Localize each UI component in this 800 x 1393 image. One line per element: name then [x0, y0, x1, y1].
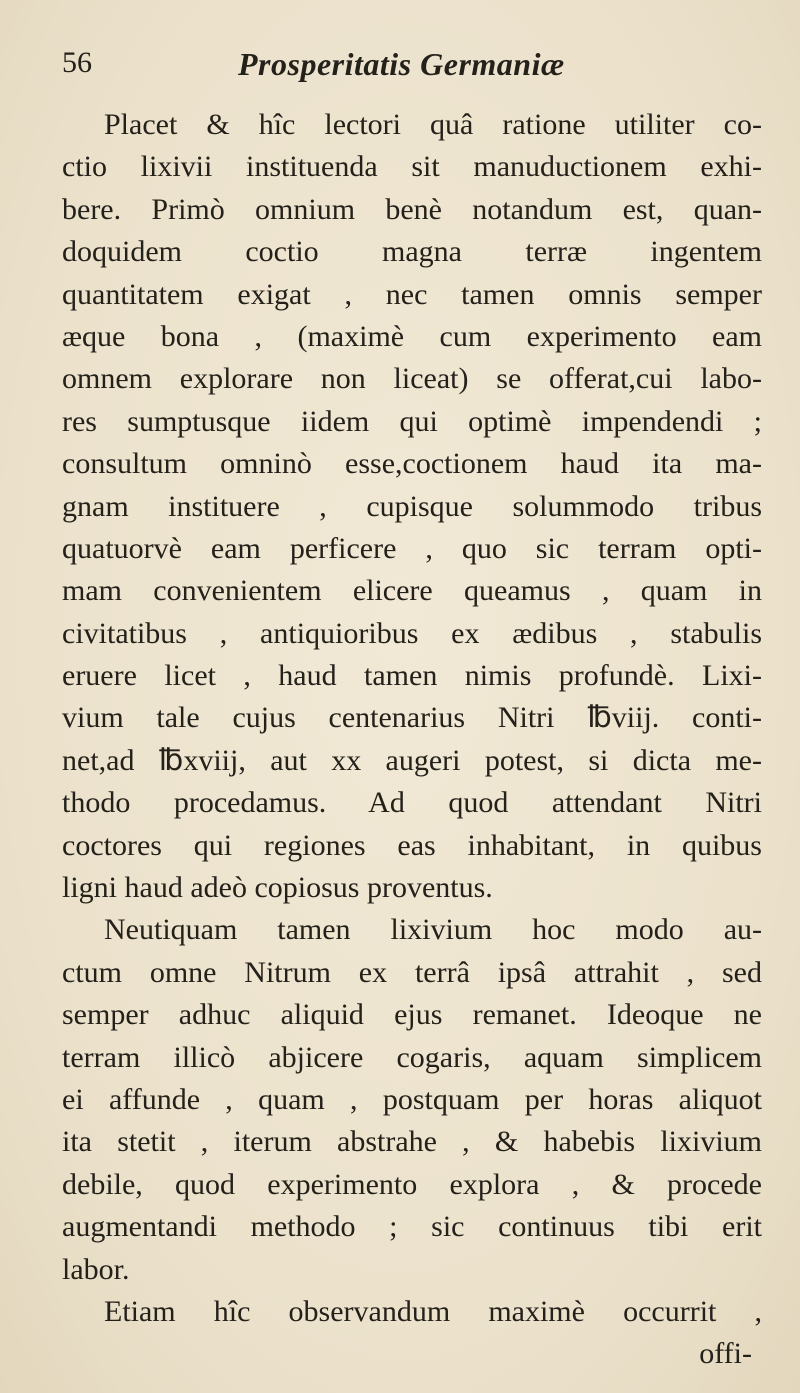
text-line: Placet & hîc lectori quâ ratione utiliter co-: [104, 108, 762, 141]
text-line: quantitatem exigat , nec tamen omnis semper: [62, 277, 762, 311]
text-line: offi-: [699, 1337, 752, 1371]
text-line: augmentandi methodo ; sic continuus tibi erit: [62, 1210, 762, 1244]
text-line: debile, quod experimento explora , & procede: [62, 1167, 762, 1201]
running-head: Prosperitatis Germaniæ: [238, 46, 565, 82]
text-line: terram illicò abjicere cogaris, aquam simplicem: [62, 1040, 762, 1074]
text-line: ligni haud adeò copiosus proventus.: [62, 871, 493, 905]
text-line: thodo procedamus. Ad quod attendant Nitri: [62, 786, 762, 820]
text-line: eruere licet , haud tamen nimis profundè. Lixi-: [62, 659, 762, 693]
text-line: vium tale cujus centenarius Nitri ℔viij. conti-: [62, 701, 762, 735]
text-line: net,ad ℔xviij, aut xx augeri potest, si dicta me-: [62, 743, 762, 777]
text-line: ctum omne Nitrum ex terrâ ipsâ attrahit , sed: [62, 955, 762, 989]
text-line: consultum omninò esse,coctionem haud ita ma-: [62, 447, 762, 481]
text-line: Etiam hîc observandum maximè occurrit ,: [104, 1294, 762, 1328]
text-line: gnam instituere , cupisque solummodo tribus: [62, 489, 762, 523]
text-line: ita stetit , iterum abstrahe , & habebis lixivium: [62, 1125, 762, 1159]
text-line: civitatibus , antiquioribus ex ædibus , stabulis: [62, 616, 762, 650]
text-line: Neutiquam tamen lixivium hoc modo au-: [104, 913, 762, 947]
body-text: [62, 104, 762, 1376]
page-header: [62, 46, 742, 86]
text-line: ctio lixivii instituenda sit manuductionem exhi-: [62, 150, 762, 184]
text-line: semper adhuc aliquid ejus remanet. Ideoque ne: [62, 998, 762, 1032]
text-line: labor.: [62, 1252, 130, 1286]
page-number: 56: [62, 46, 92, 79]
text-line: ei affunde , quam , postquam per horas aliquot: [62, 1082, 762, 1116]
text-line: æque bona , (maximè cum experimento eam: [62, 319, 762, 353]
text-line: doquidem coctio magna terræ ingentem: [62, 235, 762, 269]
text-line: bere. Primò omnium benè notandum est, quan-: [62, 192, 762, 226]
text-line: coctores qui regiones eas inhabitant, in quibus: [62, 828, 762, 862]
text-line: quatuorvè eam perficere , quo sic terram opti-: [62, 531, 762, 565]
text-line: omnem explorare non liceat) se offerat,cui labo-: [62, 362, 762, 396]
text-line: mam convenientem elicere queamus , quam in: [62, 574, 762, 608]
text-line: res sumptusque iidem qui optimè impendendi ;: [62, 404, 762, 438]
